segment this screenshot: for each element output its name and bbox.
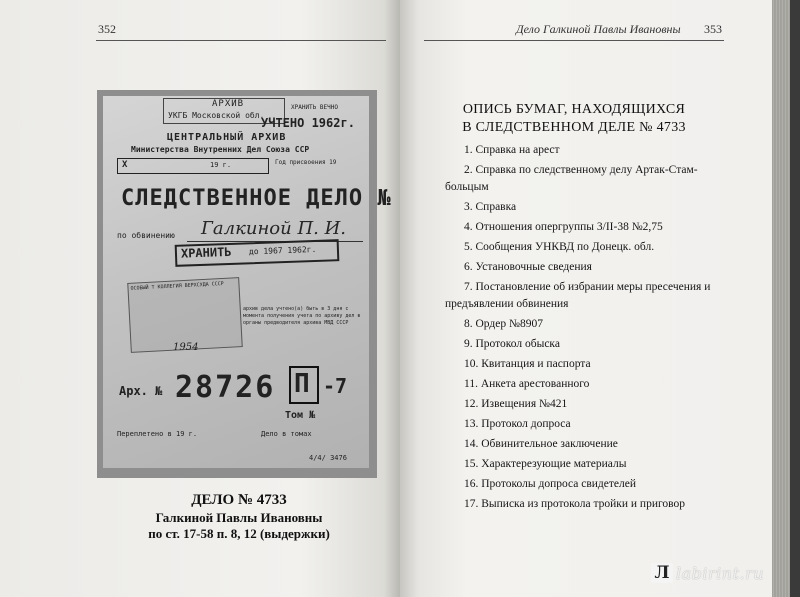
collegium-stamp-text: ОСОБЫЙ Т КОЛЛЕГИЯ ВЕРХСУДА СССР — [130, 280, 224, 292]
number-box-year: 19 г. — [210, 161, 232, 169]
p-letter: П — [294, 369, 310, 399]
inventory-item: 1. Справка на арест — [464, 144, 560, 156]
ministry-line: Министерства Внутренних Дел Союза ССР — [131, 145, 310, 154]
number-box-letter: Х — [122, 160, 128, 170]
inventory-item-continuation: больцым — [445, 181, 489, 193]
inventory-item: 6. Установочные сведения — [464, 261, 592, 273]
case-title: СЛЕДСТВЕННОЕ ДЕЛО № — [121, 186, 392, 211]
volume-label: Том № — [285, 410, 316, 421]
inventory-item: 4. Отношения опергруппы 3/II-38 №2,75 — [464, 221, 663, 233]
inventory-item: 8. Ордер №8907 — [464, 318, 543, 330]
inventory-item: 17. Выписка из протокола тройки и приговор — [464, 498, 686, 510]
inventory-item: 10. Квитанция и паспорта — [464, 358, 591, 370]
keep-year: до 1967 1962г. — [248, 244, 317, 257]
keep-forever-note: ХРАНИТЬ ВЕЧНО — [291, 104, 338, 111]
inventory-item: 5. Сообщения УНКВД по Донецк. обл. — [464, 241, 655, 253]
right-page — [400, 0, 772, 597]
archive-folder-photo — [97, 90, 392, 478]
file-marker: -7 — [323, 374, 348, 398]
labirint-logo-icon: Л — [651, 563, 673, 583]
admitted-label: Год присвоения 19 — [275, 159, 337, 166]
caption-name: Галкиной Павлы Ивановны — [155, 510, 323, 525]
accused-handwriting: Галкиной П. И. — [201, 218, 347, 239]
watermark-text: labirint.ru — [676, 564, 765, 583]
inventory-item: 15. Характерезующие материалы — [464, 458, 627, 470]
caption-articles: по ст. 17-58 п. 8, 12 (выдержки) — [148, 526, 330, 541]
archive-number: 28726 — [175, 370, 276, 405]
inventory-item: 12. Извещения №421 — [464, 398, 568, 410]
archive-stamp-title: АРХИВ — [212, 99, 245, 109]
right-header-rule — [424, 40, 724, 41]
central-archive-title: ЦЕНТРАЛЬНЫЙ АРХИВ — [167, 132, 287, 143]
running-head: Дело Галкиной Павлы Ивановны — [516, 22, 681, 36]
left-page-number: 352 — [98, 22, 116, 36]
inventory-item: 14. Обвинительное заключение — [464, 438, 618, 450]
archive-number-label: Арх. № — [119, 384, 163, 398]
case-folder-cover — [103, 96, 392, 468]
archive-note: архив дела учтено(а) быть в 3 дня с момента получения учета по архиву дел в органы предводителя архива МВД СССР — [243, 306, 361, 326]
keep-word: ХРАНИТЬ — [180, 244, 232, 261]
page-block-edge — [772, 0, 800, 597]
bottom-scrawl: 4/4/ 3476 — [309, 454, 347, 462]
archive-stamp-subtitle: УКГБ Московской обл. — [168, 111, 265, 120]
left-header-rule — [96, 40, 386, 41]
inventory-item: 9. Протокол обыска — [464, 338, 560, 350]
keep-until-stamp — [175, 239, 340, 267]
inventory-item: 16. Протоколы допроса свидетелей — [464, 478, 637, 490]
inventory-item-continuation: предъявлении обвинения — [445, 298, 569, 310]
inventory-item: 11. Анкета арестованного — [464, 378, 590, 390]
inventory-heading: ОПИСЬ БУМАГ, НАХОДЯЩИХСЯ — [462, 102, 686, 117]
p-box — [289, 366, 319, 404]
inventory-item: 2. Справка по следственному делу Артак-Стам- — [464, 164, 698, 176]
bound-label: Переплетено в 19 г. — [117, 430, 198, 438]
right-page-number: 353 — [704, 22, 722, 36]
inventory-subheading: В СЛЕДСТВЕННОМ ДЕЛЕ № 4733 — [462, 120, 686, 135]
date-scrawl: 1954 — [173, 342, 199, 353]
number-box — [117, 158, 269, 174]
case-volumes-label: Дело в томах — [261, 430, 312, 438]
caption-case-number: ДЕЛО № 4733 — [191, 492, 287, 508]
inventory-item: 13. Протокол допроса — [464, 418, 571, 430]
registered-stamp: УЧТЕНО 1962г. — [261, 116, 355, 130]
inventory-item: 7. Постановление об избрании меры пресечения и — [464, 281, 711, 293]
accused-label: по обвинению — [117, 231, 175, 240]
inventory-item: 3. Справка — [464, 201, 517, 213]
